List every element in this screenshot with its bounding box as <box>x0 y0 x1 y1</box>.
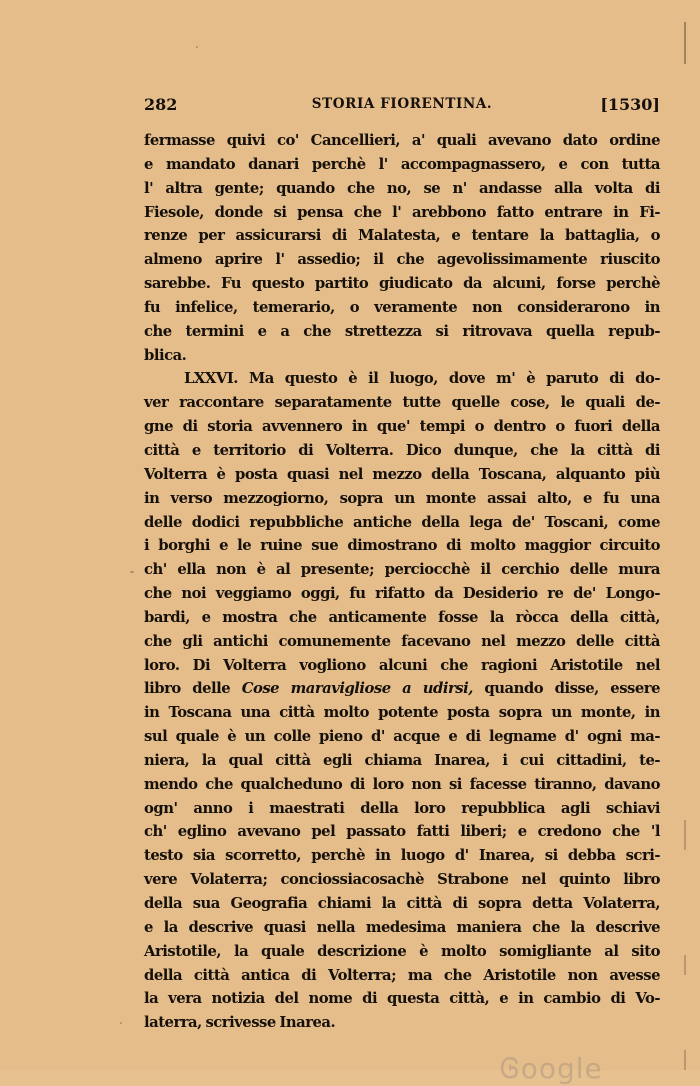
text-line: che gli antichi comunemente facevano nel mezzo delle città <box>144 632 660 650</box>
text-line: blica. <box>144 346 187 364</box>
text-line: i borghi e le ruine sue dimostrano di molto maggior circuito <box>144 537 660 555</box>
text-line: renze per assicurarsi di Malatesta, e tentare la battaglia, o <box>144 227 660 245</box>
text-line: LXXVI. Ma questo è il luogo, dove m' è paruto di do- <box>184 370 660 388</box>
text-line: in Toscana una città molto potente posta sopra un monte, in <box>144 704 660 722</box>
year-marker: [1530] <box>600 95 660 114</box>
page-number: 282 <box>144 95 178 114</box>
text-line: Fiesole, donde si pensa che l' arebbono fatto entrare in Fi- <box>144 203 660 221</box>
text-line <box>144 677 660 701</box>
text-line: fu infelice, temerario, o veramente non considerarono in <box>144 298 660 316</box>
text-line: in verso mezzogiorno, sopra un monte assai alto, e fu una <box>144 489 660 507</box>
text-line: città e territorio di Volterra. Dico dunque, che la città di <box>144 441 660 459</box>
text-line: bardi, e mostra che anticamente fosse la ròcca della città, <box>144 608 660 626</box>
text-line: mendo che qualcheduno di loro non si facesse tiranno, davano <box>144 775 660 793</box>
text-line: vere Volaterra; conciossiacosachè Strabone nel quinto libro <box>144 871 660 889</box>
text-line: ver raccontare separatamente tutte quelle cose, le quali de- <box>144 394 660 412</box>
page-edge-mark <box>684 22 686 64</box>
text-line: delle dodici repubbliche antiche della lega de' Toscani, come <box>144 513 660 531</box>
page-edge-mark <box>684 955 686 975</box>
text-line: gne di storia avvennero in que' tempi o dentro o fuori della <box>144 418 660 436</box>
text-line: l' altra gente; quando che no, se n' andasse alla volta di <box>144 179 660 197</box>
text-line: Aristotile, la quale descrizione è molto somigliante al sito <box>144 942 660 960</box>
text-line: della sua Geografia chiami la città di sopra detta Volaterra, <box>144 895 660 912</box>
page-edge-mark <box>684 820 686 850</box>
text-line: niera, la qual città egli chiama Inarea, i cui cittadini, te- <box>144 751 660 769</box>
text-line: ch' ella non è al presente; perciocchè il cerchio delle mura <box>144 561 660 579</box>
text-line: ch' eglino avevano pel passato fatti liberi; e credono che 'l <box>144 823 660 841</box>
text-segment: quando disse, essere <box>472 680 661 698</box>
text-line: la vera notizia del nome di questa città, e in cambio di Vo- <box>144 990 660 1008</box>
text-line: laterra, scrivesse Inarea. <box>144 1014 336 1032</box>
text-line: loro. Di Volterra vogliono alcuni che ragioni Aristotile nel <box>144 656 660 674</box>
text-line: e la descrive quasi nella medesima maniera che la descrive <box>144 918 660 936</box>
text-line: che termini e a che strettezza si ritrovava quella repub- <box>144 322 660 340</box>
text-line: fermasse quivi co' Cancellieri, a' quali avevano dato ordine <box>144 132 660 149</box>
italic-book-title: Cose maravigliose a udirsi, <box>241 680 473 698</box>
print-speck <box>120 1022 122 1024</box>
text-line: e mandato danari perchè l' accompagnassero, e con tutta <box>144 155 660 173</box>
text-line: ogn' anno i maestrati della loro repubblica agli schiavi <box>144 799 660 817</box>
text-line: che noi veggiamo oggi, fu rifatto da Desiderio re de' Longo- <box>144 585 660 603</box>
running-title: STORIA FIORENTINA. <box>311 96 493 112</box>
text-line: Volterra è posta quasi nel mezzo della Toscana, alquanto più <box>144 465 660 483</box>
print-speck <box>130 571 134 573</box>
print-speck <box>196 46 198 48</box>
text-segment: libro delle <box>144 680 242 698</box>
body-text <box>144 129 660 1035</box>
text-line: della città antica di Volterra; ma che Aristotile non avesse <box>144 966 660 984</box>
text-line: almeno aprire l' assedio; il che agevolissimamente riuscito <box>144 251 660 269</box>
text-line: sarebbe. Fu questo partito giudicato da alcuni, forse perchè <box>144 275 660 293</box>
scan-watermark: Ꮆᴏᴏglе <box>500 1052 603 1085</box>
text-line: sul quale è un colle pieno d' acque e di legname d' ogni ma- <box>144 728 660 746</box>
running-header <box>144 95 660 119</box>
text-line: testo sia scorretto, perchè in luogo d' Inarea, si debba scri- <box>144 847 660 865</box>
page-edge-mark <box>684 1050 686 1070</box>
